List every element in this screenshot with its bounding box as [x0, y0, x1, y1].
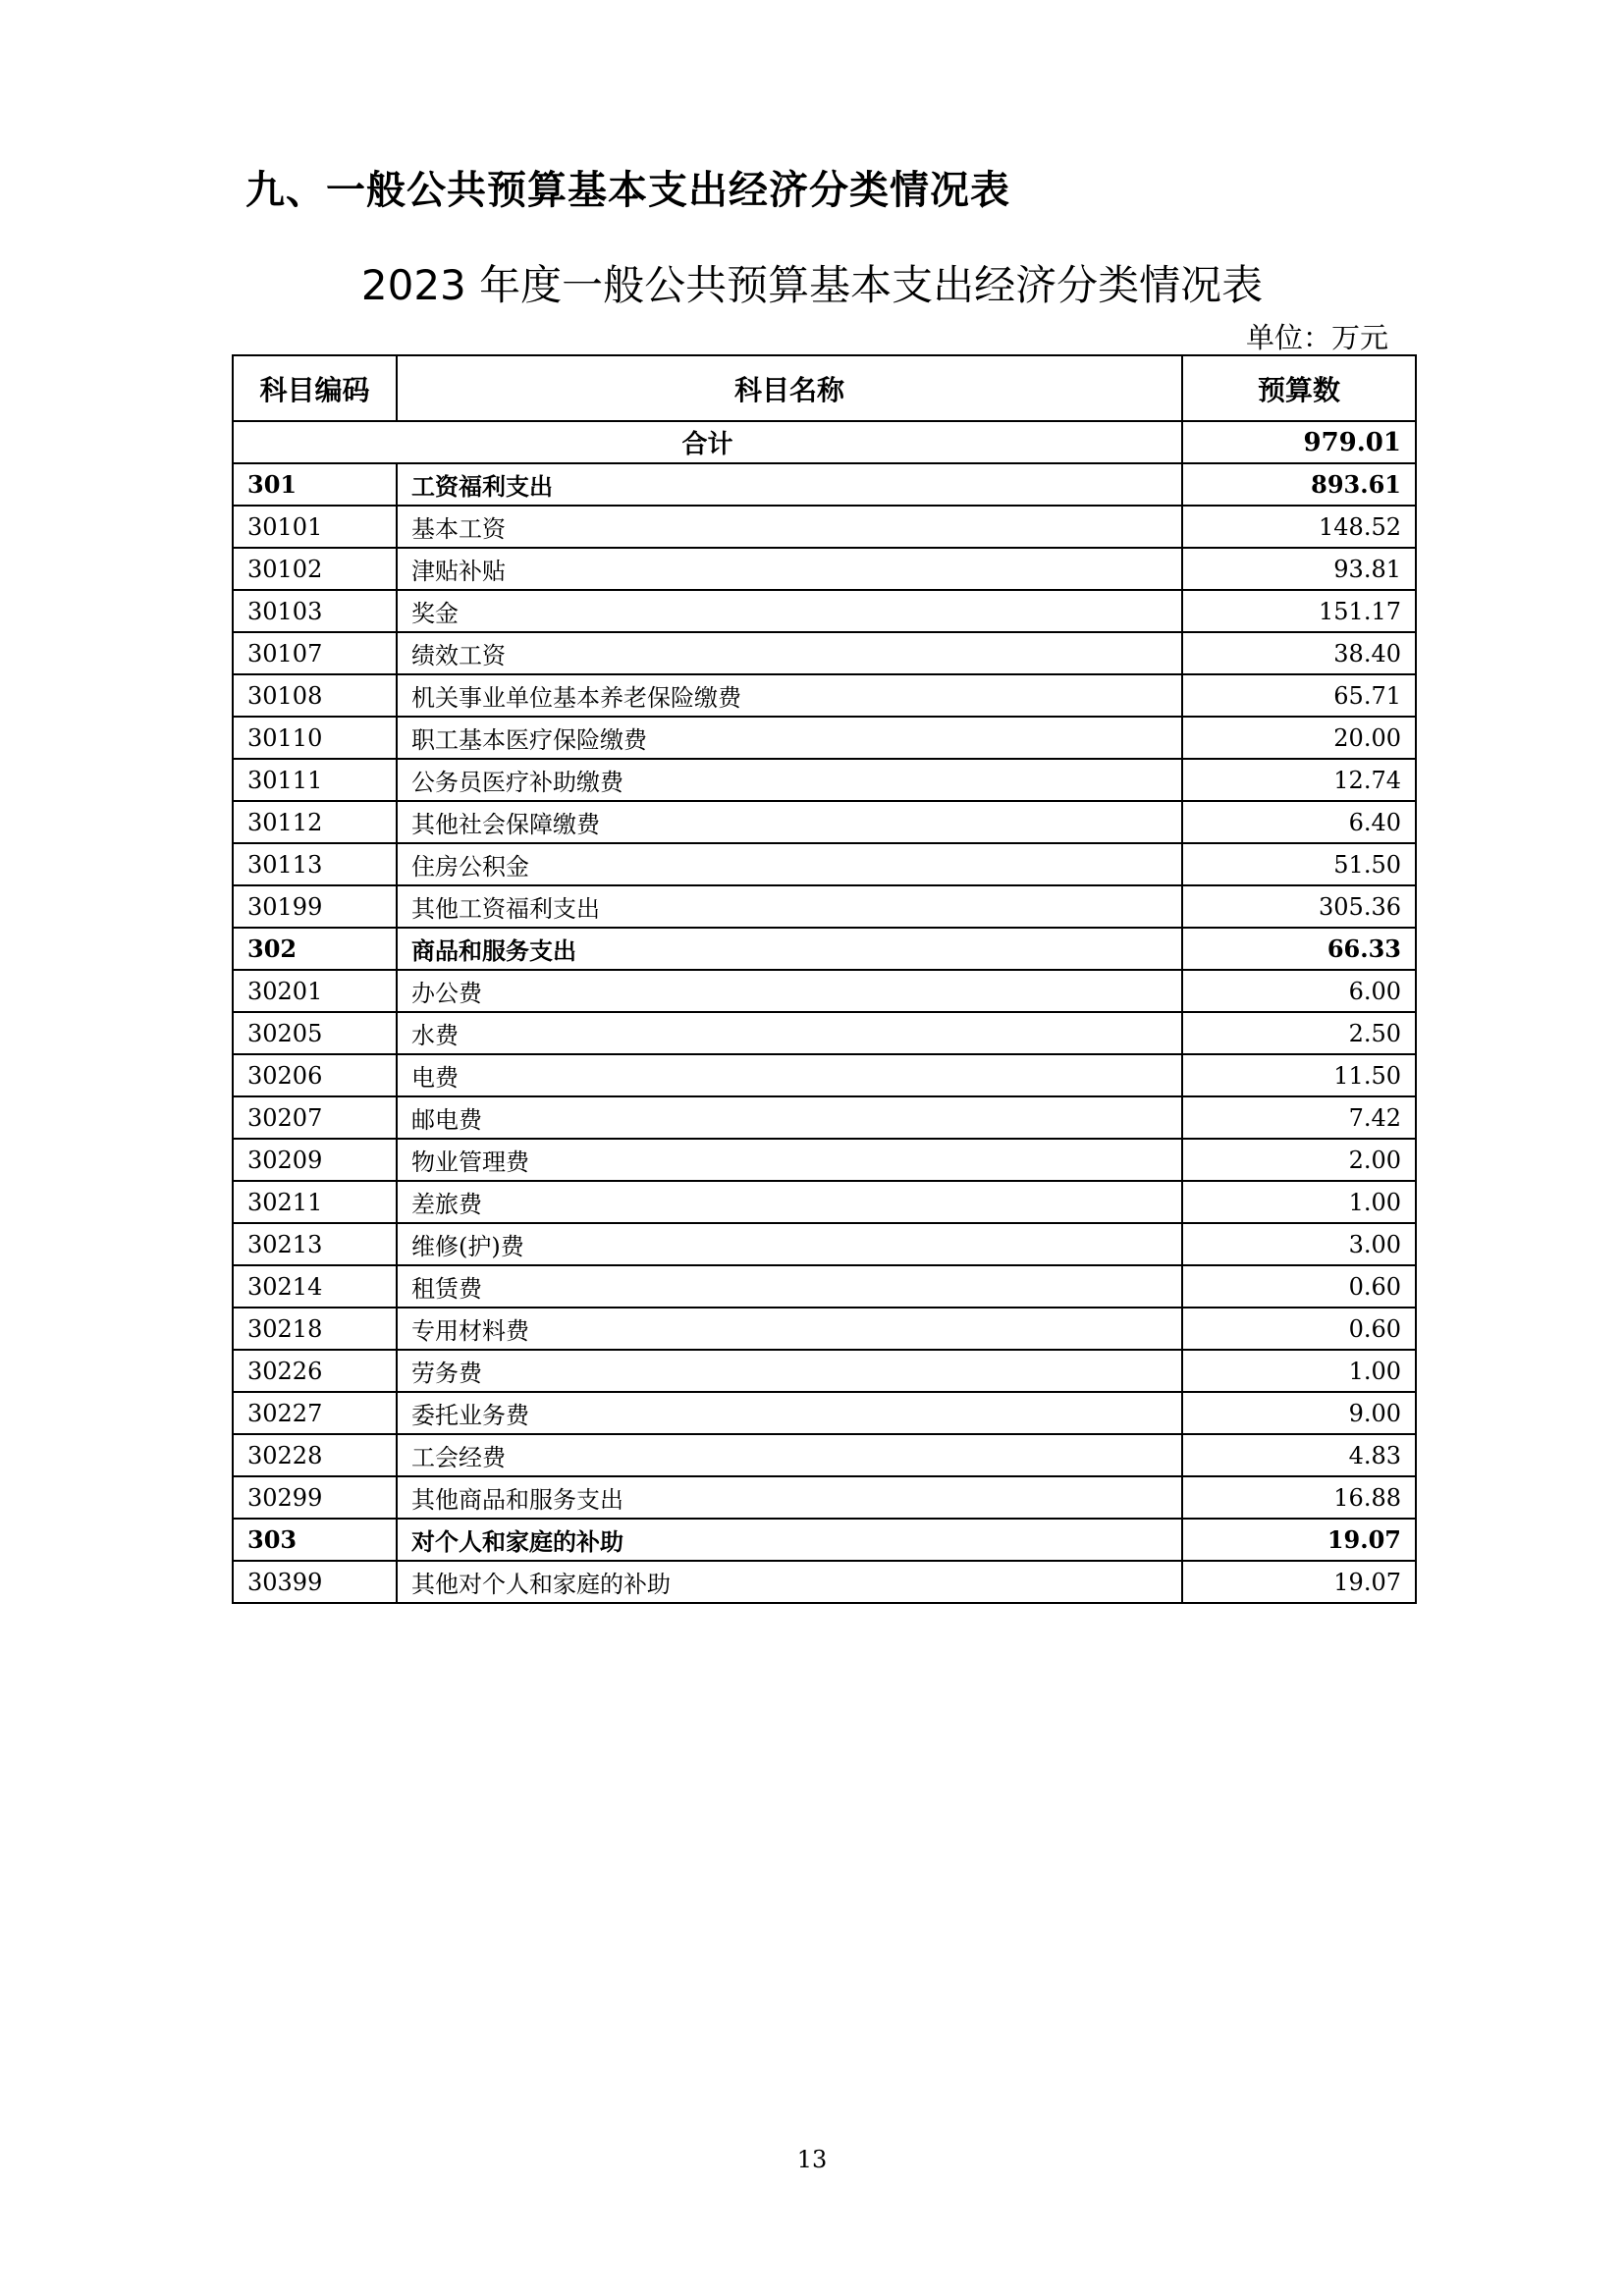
page-number: 13 — [796, 2146, 828, 2173]
row-code: 30112 — [233, 801, 397, 843]
row-code: 30213 — [233, 1223, 397, 1265]
row-amount: 11.50 — [1182, 1054, 1416, 1096]
row-amount: 2.50 — [1182, 1012, 1416, 1054]
table-row — [233, 759, 1416, 801]
row-amount: 65.71 — [1182, 674, 1416, 717]
table-row — [233, 1434, 1416, 1476]
row-amount: 4.83 — [1182, 1434, 1416, 1476]
table-row — [233, 1054, 1416, 1096]
row-amount: 3.00 — [1182, 1223, 1416, 1265]
row-code: 30218 — [233, 1308, 397, 1350]
category-row — [233, 928, 1416, 970]
header-name: 科目名称 — [397, 355, 1182, 421]
row-amount: 1.00 — [1182, 1350, 1416, 1392]
row-name: 其他对个人和家庭的补助 — [397, 1561, 1182, 1603]
table-row — [233, 801, 1416, 843]
row-code: 30103 — [233, 590, 397, 632]
unit-label: 单位：万元 — [1245, 321, 1388, 354]
row-amount: 16.88 — [1182, 1476, 1416, 1519]
total-amount: 979.01 — [1182, 421, 1416, 463]
table-row — [233, 1265, 1416, 1308]
row-name: 公务员医疗补助缴费 — [397, 759, 1182, 801]
row-name: 对个人和家庭的补助 — [397, 1519, 1182, 1561]
row-name: 委托业务费 — [397, 1392, 1182, 1434]
table-row — [233, 717, 1416, 759]
row-code: 30228 — [233, 1434, 397, 1476]
row-amount: 2.00 — [1182, 1139, 1416, 1181]
row-name: 邮电费 — [397, 1096, 1182, 1139]
table-row — [233, 1139, 1416, 1181]
row-amount: 12.74 — [1182, 759, 1416, 801]
table-row — [233, 970, 1416, 1012]
section-heading: 九、一般公共预算基本支出经济分类情况表 — [245, 168, 1010, 213]
row-name: 工会经费 — [397, 1434, 1182, 1476]
row-code: 30299 — [233, 1476, 397, 1519]
row-name: 职工基本医疗保险缴费 — [397, 717, 1182, 759]
row-amount: 1.00 — [1182, 1181, 1416, 1223]
row-code: 30199 — [233, 885, 397, 928]
table-row — [233, 1308, 1416, 1350]
row-amount: 0.60 — [1182, 1265, 1416, 1308]
row-name: 工资福利支出 — [397, 463, 1182, 506]
row-code: 30107 — [233, 632, 397, 674]
row-code: 30113 — [233, 843, 397, 885]
row-name: 租赁费 — [397, 1265, 1182, 1308]
row-amount: 19.07 — [1182, 1519, 1416, 1561]
row-name: 津贴补贴 — [397, 548, 1182, 590]
header-code: 科目编码 — [233, 355, 397, 421]
table-row — [233, 1350, 1416, 1392]
row-amount: 0.60 — [1182, 1308, 1416, 1350]
row-name: 差旅费 — [397, 1181, 1182, 1223]
row-code: 30108 — [233, 674, 397, 717]
row-code: 30110 — [233, 717, 397, 759]
table-row — [233, 1561, 1416, 1603]
table-title: 2023 年度一般公共预算基本支出经济分类情况表 — [360, 261, 1264, 309]
row-code: 30227 — [233, 1392, 397, 1434]
row-code: 30201 — [233, 970, 397, 1012]
row-amount: 93.81 — [1182, 548, 1416, 590]
table-body — [233, 421, 1416, 1603]
row-name: 物业管理费 — [397, 1139, 1182, 1181]
row-name: 其他工资福利支出 — [397, 885, 1182, 928]
budget-table — [232, 354, 1417, 1604]
row-name: 办公费 — [397, 970, 1182, 1012]
table-row — [233, 632, 1416, 674]
row-amount: 151.17 — [1182, 590, 1416, 632]
row-code: 30209 — [233, 1139, 397, 1181]
table-row — [233, 506, 1416, 548]
category-row — [233, 463, 1416, 506]
row-code: 30214 — [233, 1265, 397, 1308]
table-row — [233, 885, 1416, 928]
header-row — [233, 355, 1416, 421]
row-code: 30206 — [233, 1054, 397, 1096]
row-name: 绩效工资 — [397, 632, 1182, 674]
row-code: 303 — [233, 1519, 397, 1561]
table-row — [233, 1223, 1416, 1265]
row-code: 30205 — [233, 1012, 397, 1054]
row-amount: 893.61 — [1182, 463, 1416, 506]
row-amount: 6.40 — [1182, 801, 1416, 843]
row-amount: 148.52 — [1182, 506, 1416, 548]
row-name: 住房公积金 — [397, 843, 1182, 885]
row-amount: 19.07 — [1182, 1561, 1416, 1603]
table-row — [233, 843, 1416, 885]
total-row — [233, 421, 1416, 463]
row-amount: 51.50 — [1182, 843, 1416, 885]
row-name: 机关事业单位基本养老保险缴费 — [397, 674, 1182, 717]
row-name: 基本工资 — [397, 506, 1182, 548]
table-row — [233, 1181, 1416, 1223]
row-code: 30226 — [233, 1350, 397, 1392]
row-code: 30111 — [233, 759, 397, 801]
row-name: 其他社会保障缴费 — [397, 801, 1182, 843]
table-row — [233, 548, 1416, 590]
table-row — [233, 1476, 1416, 1519]
row-name: 其他商品和服务支出 — [397, 1476, 1182, 1519]
row-amount: 7.42 — [1182, 1096, 1416, 1139]
row-code: 30207 — [233, 1096, 397, 1139]
row-code: 302 — [233, 928, 397, 970]
row-amount: 66.33 — [1182, 928, 1416, 970]
row-name: 维修(护)费 — [397, 1223, 1182, 1265]
row-code: 30211 — [233, 1181, 397, 1223]
row-amount: 38.40 — [1182, 632, 1416, 674]
table-row — [233, 674, 1416, 717]
row-code: 30399 — [233, 1561, 397, 1603]
total-label: 合计 — [233, 421, 1182, 463]
row-code: 30101 — [233, 506, 397, 548]
category-row — [233, 1519, 1416, 1561]
row-amount: 6.00 — [1182, 970, 1416, 1012]
row-name: 奖金 — [397, 590, 1182, 632]
row-amount: 20.00 — [1182, 717, 1416, 759]
row-name: 商品和服务支出 — [397, 928, 1182, 970]
table-row — [233, 1392, 1416, 1434]
row-code: 301 — [233, 463, 397, 506]
row-name: 电费 — [397, 1054, 1182, 1096]
row-name: 劳务费 — [397, 1350, 1182, 1392]
table-row — [233, 1012, 1416, 1054]
row-name: 水费 — [397, 1012, 1182, 1054]
row-code: 30102 — [233, 548, 397, 590]
header-amount: 预算数 — [1182, 355, 1416, 421]
table-row — [233, 590, 1416, 632]
row-amount: 9.00 — [1182, 1392, 1416, 1434]
row-amount: 305.36 — [1182, 885, 1416, 928]
row-name: 专用材料费 — [397, 1308, 1182, 1350]
table-row — [233, 1096, 1416, 1139]
